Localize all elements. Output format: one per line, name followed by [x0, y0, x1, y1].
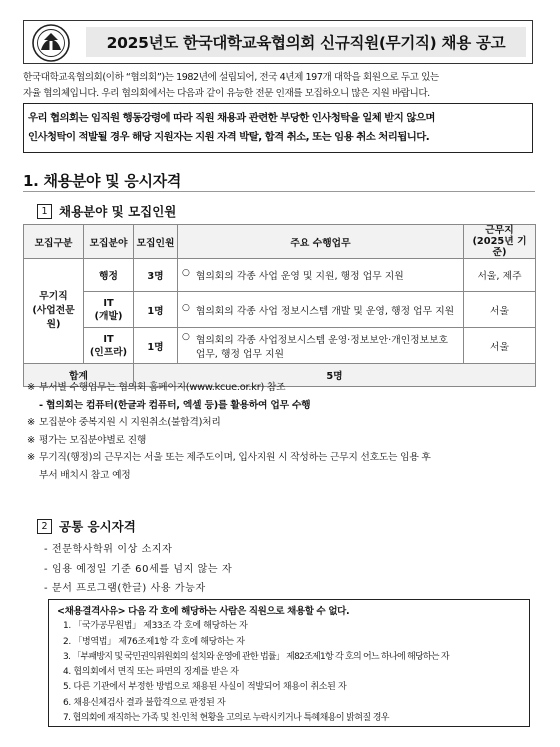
field-line-1: IT: [103, 333, 114, 345]
header-category: 모집구분: [24, 225, 84, 259]
table-row: [24, 259, 536, 292]
subsection-1-title: 채용분야 및 모집인원: [59, 204, 177, 219]
total-value: 5명: [134, 364, 536, 387]
note-mark: ※: [27, 382, 35, 393]
note-text: 평가는 모집분야별로 진행: [39, 434, 147, 446]
note-mark: ※: [27, 417, 35, 428]
category-line-2: (사업전문원): [32, 305, 75, 330]
note-item: [27, 379, 537, 397]
note-continuation: 부서 배치시 참고 예정: [39, 469, 131, 481]
count-cell: 1명: [134, 328, 178, 364]
disqualification-item: 4. 협의회에서 면직 또는 파면의 징계를 받은 자: [63, 667, 239, 678]
field-line-2: (인프라): [89, 346, 128, 358]
category-cell: [24, 259, 84, 364]
duty-text: 협의회의 각종 사업정보시스템 운영·정보보안·개인정보보호 업무, 행정 업무 지원: [195, 334, 449, 360]
subsection-2-heading: [37, 517, 136, 535]
note-text: 무기직(행정)의 근무지는 서울 또는 제주도이며, 입사지원 시 작성하는 근무지 선호도는 임용 후: [39, 452, 431, 463]
note-subitem: - 협의회는 컴퓨터(한글과 컴퓨터, 엑셀 등)를 활용하여 업무 수행: [39, 399, 311, 411]
section-1-heading: 1. 채용분야 및 응시자격: [23, 172, 182, 190]
header-box: [23, 20, 533, 64]
notice-line-1: 우리 협의회는 임직원 행동강령에 따라 직원 채용과 관련한 부당한 인사청탁을 일체 받지 않으며: [28, 112, 435, 124]
disqualification-item: 1. 「국가공무원법」 제33조 각 호에 해당하는 자: [63, 621, 248, 632]
field-label: 행정: [99, 271, 118, 282]
table-row: [24, 328, 536, 364]
page-title: 2025년도 한국대학교육협의회 신규직원(무기직) 채용 공고: [106, 34, 506, 52]
notes-block: [27, 379, 537, 484]
total-label: 합계: [24, 364, 134, 387]
note-text: 부서별 수행업무는 협의회 홈페이지(www.kcue.or.kr) 참조: [39, 382, 286, 393]
duty-cell: [178, 259, 464, 292]
field-line-1: IT: [103, 297, 114, 309]
subsection-1-number: 1: [37, 204, 52, 219]
note-mark: ※: [27, 452, 35, 463]
header-place: [464, 225, 536, 259]
subsection-1-heading: [37, 202, 176, 220]
header-title-band: [86, 27, 526, 57]
disqualification-item: 3. 「부패방지 및 국민권익위원회의 설치와 운영에 관한 법률」 제82조제1항 각 호의 어느 하나에 해당하는 자: [63, 651, 449, 662]
duty-text: 협의회의 각종 사업 운영 및 지원, 행정 업무 지원: [195, 271, 404, 282]
table-header-row: [24, 225, 536, 259]
requirement-item: - 전문학사학위 이상 소지자: [44, 544, 173, 555]
disqualification-item: 2. 「병역법」 제76조제1항 각 호에 해당하는 자: [63, 636, 245, 647]
field-cell: [84, 259, 134, 292]
notice-line-2: 인사청탁이 적발될 경우 해당 지원자는 지원 자격 박탈, 합격 취소, 또는 임용 취소 처리됩니다.: [28, 130, 430, 143]
duty-cell: [178, 328, 464, 364]
disqualification-box: [48, 599, 530, 727]
field-cell: [84, 292, 134, 328]
count-cell: 3명: [134, 259, 178, 292]
header-count: 모집인원: [134, 225, 178, 259]
requirement-item: - 임용 예정일 기준 60세를 넘지 않는 자: [44, 563, 233, 575]
note-item: [27, 414, 537, 432]
header-duty: 주요 수행업무: [178, 225, 464, 259]
duty-text: 협의회의 각종 사업 정보시스템 개발 및 운영, 행정 업무 지원: [195, 305, 455, 317]
duty-bullet: ○: [182, 331, 190, 342]
note-item: [27, 449, 537, 467]
field-line-2: (개발): [94, 310, 123, 322]
disqualification-item: 6. 채용신체검사 결과 불합격으로 판정된 자: [63, 697, 226, 708]
requirement-item: - 문서 프로그램(한글) 사용 가능자: [44, 583, 206, 594]
note-item: [27, 432, 537, 450]
disqualification-item: 5. 다른 기관에서 부정한 방법으로 채용된 사실이 적발되어 채용이 취소된 자: [63, 682, 347, 693]
place-cell: 서울: [464, 292, 536, 328]
category-line-1: 무기직: [39, 291, 68, 302]
intro-line-2: 자율 협의체입니다. 우리 협의회에서는 다음과 같이 유능한 전문 인재를 모집하오니 많은 지원 바랍니다.: [23, 88, 430, 99]
header-place-line-1: 근무지: [485, 225, 514, 236]
duty-bullet: ○: [182, 268, 190, 278]
field-cell: [84, 328, 134, 364]
requirements-list: [44, 540, 232, 599]
intro-text: [23, 70, 535, 102]
subsection-2-number: 2: [37, 519, 52, 534]
disqualification-title: <채용결격사유> 다음 각 호에 해당하는 사람은 직원으로 채용할 수 없다.: [57, 606, 350, 617]
table-row: [24, 292, 536, 328]
intro-line-1: 한국대학교육협의회(이하 “협의회”)는 1982년에 설립되어, 전국 4년제 197개 대학을 회원으로 두고 있는: [23, 72, 439, 83]
note-mark: ※: [27, 434, 35, 446]
recruitment-table: [23, 224, 536, 387]
section-1-divider: [23, 191, 535, 192]
header-field: 모집분야: [84, 225, 134, 259]
duty-bullet: ○: [182, 302, 190, 313]
kcue-seal-icon: [32, 24, 70, 62]
duty-cell: [178, 292, 464, 328]
place-cell: 서울, 제주: [464, 259, 536, 292]
subsection-2-title: 공통 응시자격: [59, 519, 136, 534]
note-text: 모집분야 중복지원 시 지원취소(불합격)처리: [39, 417, 221, 428]
header-place-line-2: (2025년 기준): [472, 236, 527, 258]
place-cell: 서울: [464, 328, 536, 364]
notice-box: [23, 103, 533, 153]
count-cell: 1명: [134, 292, 178, 328]
disqualification-item: 7. 협의회에 재직하는 가족 및 친·인척 현황을 고의로 누락시키거나 특혜채용이 밝혀질 경우: [63, 713, 389, 724]
